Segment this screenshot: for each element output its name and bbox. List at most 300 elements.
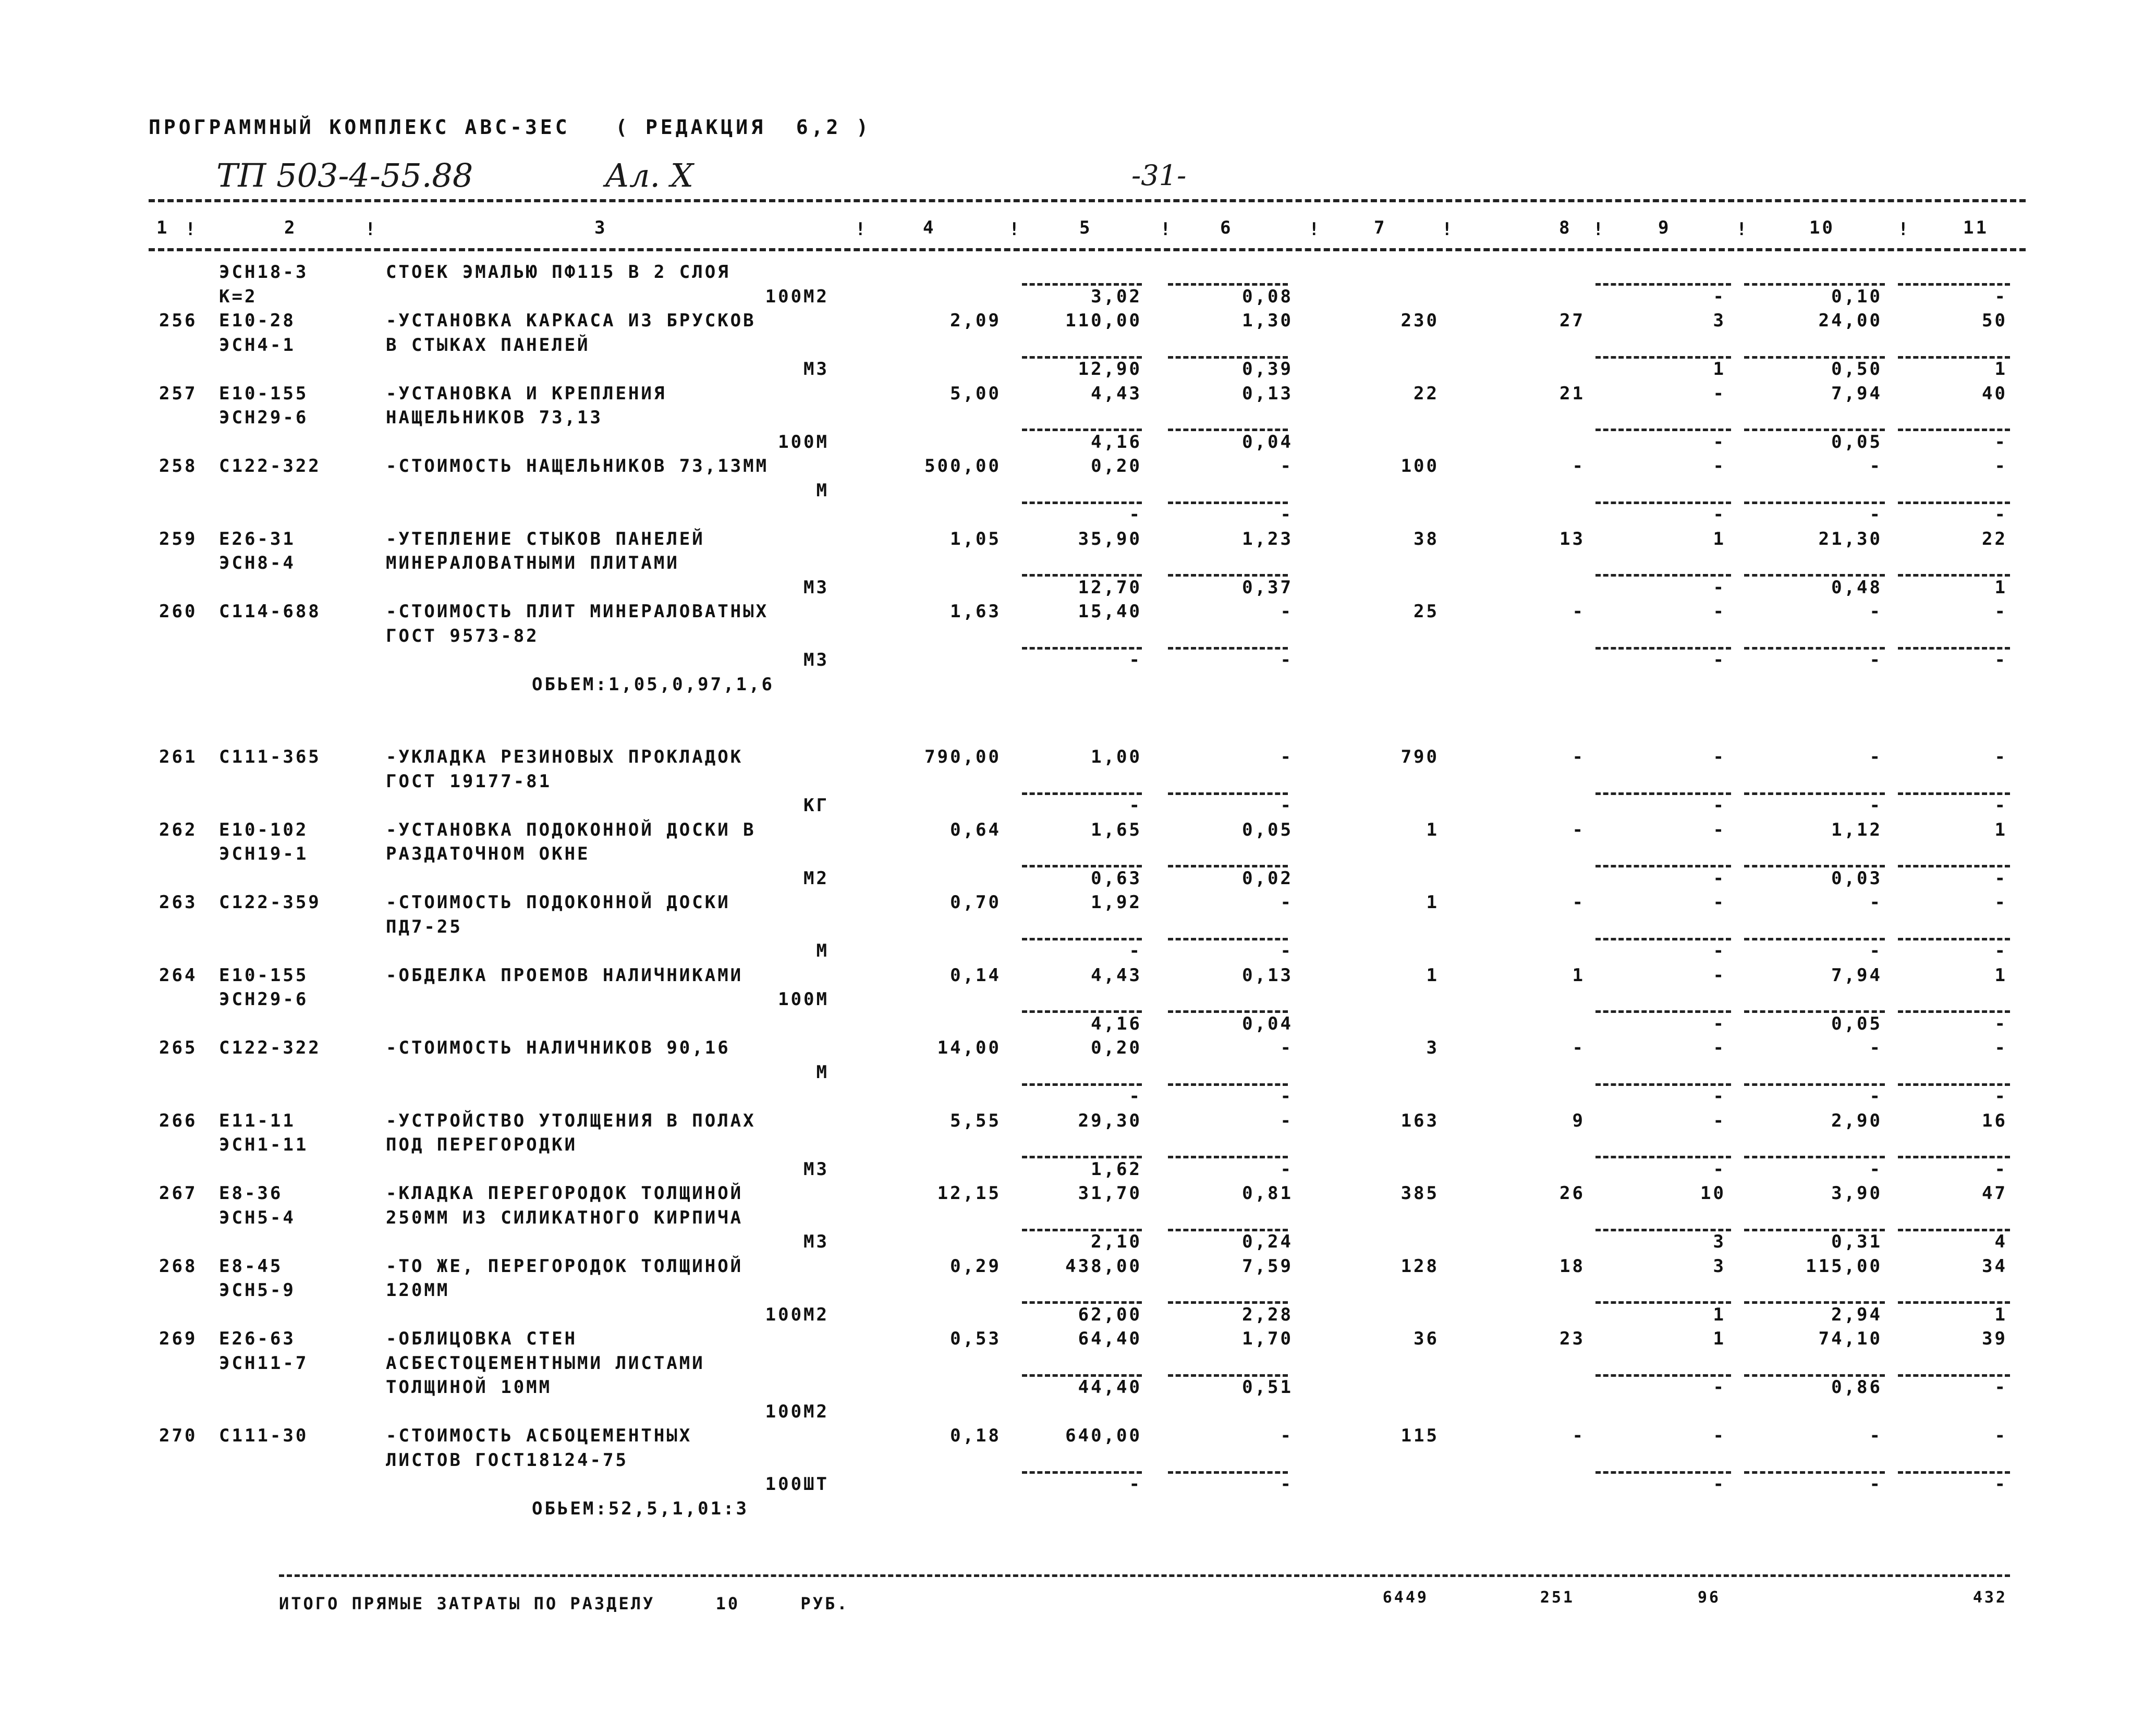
cell-c11: - bbox=[1994, 1158, 2007, 1180]
column-number-2: 2 bbox=[284, 217, 297, 238]
column-separator: ! bbox=[1442, 219, 1453, 240]
cell-c7: 1 bbox=[1426, 964, 1439, 986]
cell-desc: В СТЫКАХ ПАНЕЛЕЙ bbox=[386, 334, 590, 356]
cell-num: 265 bbox=[159, 1037, 198, 1058]
subtotal-dash-rule bbox=[1168, 647, 1288, 650]
footer-rule bbox=[279, 1574, 2010, 1577]
column-number-8: 8 bbox=[1559, 217, 1572, 238]
cell-c10: - bbox=[1869, 892, 1882, 913]
cell-c5: 44,40 bbox=[1078, 1377, 1142, 1398]
cell-num: 259 bbox=[159, 528, 198, 549]
cell-c8: - bbox=[1572, 1425, 1585, 1446]
subtotal-dash-rule bbox=[1595, 1229, 1731, 1231]
cell-c6: 0,05 bbox=[1242, 819, 1293, 840]
cell-c11: 39 bbox=[1982, 1328, 2007, 1349]
subtotal-dash-rule bbox=[1022, 792, 1142, 795]
cell-qty: 1,05 bbox=[950, 528, 1001, 549]
cell-code: ЭСН29-6 bbox=[219, 407, 309, 428]
cell-c9: - bbox=[1713, 1158, 1726, 1180]
subtotal-dash-rule bbox=[1744, 938, 1885, 940]
cell-code: К=2 bbox=[219, 286, 258, 307]
cell-code: Е8-36 bbox=[219, 1183, 283, 1204]
total-label: ИТОГО ПРЯМЫЕ ЗАТРАТЫ ПО РАЗДЕЛУ 10 РУБ. bbox=[279, 1594, 849, 1613]
column-number-10: 10 bbox=[1809, 217, 1835, 238]
column-separator: ! bbox=[1160, 219, 1171, 240]
cell-c7: 22 bbox=[1414, 383, 1439, 404]
cell-qty: 0,18 bbox=[950, 1425, 1001, 1446]
cell-c11: - bbox=[1994, 601, 2007, 622]
cell-c10: 74,10 bbox=[1818, 1328, 1882, 1349]
cell-c11: - bbox=[1994, 1474, 2007, 1495]
cell-c6: 0,02 bbox=[1242, 867, 1293, 889]
page-number: -31- bbox=[1131, 159, 1187, 192]
cell-c9: - bbox=[1713, 383, 1726, 404]
cell-num: 257 bbox=[159, 383, 198, 404]
subtotal-dash-rule bbox=[1022, 1471, 1142, 1474]
cell-c10: - bbox=[1869, 1086, 1882, 1107]
cell-desc: -СТОИМОСТЬ НАЩЕЛЬНИКОВ 73,13ММ bbox=[386, 456, 769, 476]
subtotal-dash-rule bbox=[1168, 1010, 1288, 1013]
cell-c5: 12,90 bbox=[1078, 359, 1142, 380]
cell-c6: - bbox=[1280, 1158, 1293, 1180]
cell-c10: - bbox=[1869, 504, 1882, 525]
cell-c7: 38 bbox=[1414, 528, 1439, 549]
subtotal-dash-rule bbox=[1022, 865, 1142, 867]
cell-desc: -ОБЛИЦОВКА СТЕН bbox=[386, 1328, 578, 1349]
cell-qty: 790,00 bbox=[924, 747, 1001, 767]
cell-c9: 10 bbox=[1700, 1183, 1726, 1204]
cell-code: С111-30 bbox=[219, 1425, 309, 1446]
cell-c5: - bbox=[1129, 1474, 1142, 1495]
cell-c7: 3 bbox=[1426, 1037, 1439, 1058]
cell-c6: 0,13 bbox=[1242, 964, 1293, 986]
cell-c9: 1 bbox=[1713, 359, 1726, 380]
cell-c5: 4,16 bbox=[1091, 1013, 1142, 1034]
cell-c9: - bbox=[1713, 456, 1726, 476]
cell-c5: 1,92 bbox=[1091, 892, 1142, 913]
cell-c7: 115 bbox=[1400, 1425, 1439, 1446]
cell-c6: - bbox=[1280, 940, 1293, 961]
cell-c8: 13 bbox=[1560, 528, 1585, 549]
table-top-rule bbox=[149, 199, 2026, 202]
subtotal-dash-rule bbox=[1595, 283, 1731, 286]
cell-c6: - bbox=[1280, 650, 1293, 670]
cell-c10: 0,50 bbox=[1831, 359, 1882, 380]
cell-c10: - bbox=[1869, 601, 1882, 622]
subtotal-dash-rule bbox=[1898, 1229, 2010, 1231]
subtotal-dash-rule bbox=[1168, 574, 1288, 577]
subtotal-dash-rule bbox=[1595, 938, 1731, 940]
cell-c9: - bbox=[1713, 1086, 1726, 1107]
cell-code: С122-359 bbox=[219, 892, 321, 913]
cell-c7: 1 bbox=[1426, 892, 1439, 913]
subtotal-dash-rule bbox=[1744, 865, 1885, 867]
cell-c11: 50 bbox=[1982, 310, 2007, 331]
cell-code: Е8-45 bbox=[219, 1255, 283, 1277]
cell-desc: М3 bbox=[803, 577, 829, 598]
subtotal-dash-rule bbox=[1595, 1156, 1731, 1158]
cell-c9: - bbox=[1713, 795, 1726, 816]
cell-desc: 100ШТ bbox=[765, 1474, 829, 1495]
cell-c10: - bbox=[1869, 795, 1882, 816]
cell-c8: 27 bbox=[1560, 310, 1585, 331]
cell-c8: 26 bbox=[1560, 1183, 1585, 1204]
cell-c6: 0,08 bbox=[1242, 286, 1293, 307]
cell-code: С111-365 bbox=[219, 747, 321, 767]
cell-qty: 14,00 bbox=[937, 1037, 1001, 1058]
table-header-rule bbox=[149, 248, 2026, 251]
cell-c10: 7,94 bbox=[1831, 383, 1882, 404]
cell-c10: - bbox=[1869, 940, 1882, 961]
cell-c11: 16 bbox=[1982, 1110, 2007, 1131]
cell-c11: - bbox=[1994, 940, 2007, 961]
cell-c6: 0,13 bbox=[1242, 383, 1293, 404]
cell-c9: - bbox=[1713, 892, 1726, 913]
cell-c9: - bbox=[1713, 1474, 1726, 1495]
subtotal-dash-rule bbox=[1595, 1301, 1731, 1304]
column-number-6: 6 bbox=[1220, 217, 1233, 238]
subtotal-dash-rule bbox=[1595, 574, 1731, 577]
subtotal-dash-rule bbox=[1022, 1156, 1142, 1158]
cell-c11: - bbox=[1994, 1377, 2007, 1398]
subtotal-dash-rule bbox=[1898, 1301, 2010, 1304]
cell-c6: 0,39 bbox=[1242, 359, 1293, 380]
cell-num: 260 bbox=[159, 601, 198, 622]
cell-c9: - bbox=[1713, 1425, 1726, 1446]
cell-c6: - bbox=[1280, 747, 1293, 767]
cell-code: ЭСН18-3 bbox=[219, 262, 309, 283]
cell-num: 261 bbox=[159, 747, 198, 767]
cell-c6: - bbox=[1280, 1110, 1293, 1131]
cell-c9: - bbox=[1713, 867, 1726, 889]
subtotal-dash-rule bbox=[1898, 1156, 2010, 1158]
cell-desc: РАЗДАТОЧНОМ ОКНЕ bbox=[386, 843, 590, 864]
cell-c5: 438,00 bbox=[1065, 1255, 1142, 1277]
cell-desc: -УСТАНОВКА КАРКАСА ИЗ БРУСКОВ bbox=[386, 310, 756, 331]
subtotal-dash-rule bbox=[1022, 1229, 1142, 1231]
cell-code: Е26-31 bbox=[219, 528, 296, 549]
cell-num: 262 bbox=[159, 819, 198, 840]
cell-qty: 0,29 bbox=[950, 1255, 1001, 1277]
cell-c5: 3,02 bbox=[1091, 286, 1142, 307]
cell-c10: 2,94 bbox=[1831, 1304, 1882, 1325]
cell-c8: 18 bbox=[1560, 1255, 1585, 1277]
cell-num: 256 bbox=[159, 310, 198, 331]
cell-qty: 2,09 bbox=[950, 310, 1001, 331]
album-label: Ал. X bbox=[605, 156, 693, 194]
cell-desc: ОБЬЕМ:52,5,1,01:3 bbox=[532, 1498, 749, 1519]
cell-c9: - bbox=[1713, 504, 1726, 525]
subtotal-dash-rule bbox=[1595, 429, 1731, 431]
cell-c9: - bbox=[1713, 819, 1726, 840]
cell-c9: 3 bbox=[1713, 310, 1726, 331]
subtotal-dash-rule bbox=[1022, 574, 1142, 577]
column-separator: ! bbox=[1009, 219, 1020, 240]
cell-num: 268 bbox=[159, 1255, 198, 1277]
cell-desc: 100М2 bbox=[765, 1401, 829, 1422]
cell-num: 263 bbox=[159, 892, 198, 913]
subtotal-dash-rule bbox=[1744, 1010, 1885, 1013]
cell-desc: ПД7-25 bbox=[386, 916, 462, 937]
cell-c11: - bbox=[1994, 892, 2007, 913]
cell-c6: - bbox=[1280, 601, 1293, 622]
cell-desc: -УСТАНОВКА ПОДОКОННОЙ ДОСКИ В bbox=[386, 819, 756, 840]
subtotal-dash-rule bbox=[1744, 574, 1885, 577]
cell-c5: 0,63 bbox=[1091, 867, 1142, 889]
subtotal-dash-rule bbox=[1168, 429, 1288, 431]
subtotal-dash-rule bbox=[1022, 502, 1142, 504]
cell-c10: 0,05 bbox=[1831, 431, 1882, 453]
cell-qty: 500,00 bbox=[924, 456, 1001, 476]
cell-c11: 22 bbox=[1982, 528, 2007, 549]
subtotal-dash-rule bbox=[1898, 938, 2010, 940]
total-col7: 6449 bbox=[1382, 1588, 1429, 1607]
cell-code: ЭСН11-7 bbox=[219, 1352, 309, 1374]
subtotal-dash-rule bbox=[1744, 1374, 1885, 1377]
subtotal-dash-rule bbox=[1898, 1083, 2010, 1086]
cell-c8: - bbox=[1572, 892, 1585, 913]
subtotal-dash-rule bbox=[1898, 283, 2010, 286]
subtotal-dash-rule bbox=[1168, 1471, 1288, 1474]
cell-c7: 1 bbox=[1426, 819, 1439, 840]
subtotal-dash-rule bbox=[1168, 865, 1288, 867]
cell-c5: 0,20 bbox=[1091, 1037, 1142, 1058]
subtotal-dash-rule bbox=[1168, 356, 1288, 359]
cell-c6: - bbox=[1280, 1425, 1293, 1446]
cell-desc: -УТЕПЛЕНИЕ СТЫКОВ ПАНЕЛЕЙ bbox=[386, 528, 705, 549]
cell-c7: 230 bbox=[1400, 310, 1439, 331]
cell-num: 270 bbox=[159, 1425, 198, 1446]
subtotal-dash-rule bbox=[1022, 1083, 1142, 1086]
cell-code: Е10-155 bbox=[219, 383, 309, 404]
cell-c10: - bbox=[1869, 650, 1882, 670]
subtotal-dash-rule bbox=[1744, 792, 1885, 795]
cell-c10: - bbox=[1869, 1474, 1882, 1495]
subtotal-dash-rule bbox=[1168, 283, 1288, 286]
column-number-5: 5 bbox=[1079, 217, 1092, 238]
cell-desc: М3 bbox=[803, 359, 829, 380]
cell-qty: 0,70 bbox=[950, 892, 1001, 913]
subtotal-dash-rule bbox=[1898, 865, 2010, 867]
cell-c8: 21 bbox=[1560, 383, 1585, 404]
subtotal-dash-rule bbox=[1744, 647, 1885, 650]
cell-c11: 40 bbox=[1982, 383, 2007, 404]
subtotal-dash-rule bbox=[1168, 502, 1288, 504]
subtotal-dash-rule bbox=[1744, 429, 1885, 431]
cell-code: ЭСН29-6 bbox=[219, 989, 309, 1010]
cell-desc: 120ММ bbox=[386, 1280, 450, 1301]
subtotal-dash-rule bbox=[1022, 356, 1142, 359]
cell-c5: - bbox=[1129, 940, 1142, 961]
column-number-9: 9 bbox=[1658, 217, 1671, 238]
cell-c9: - bbox=[1713, 1037, 1726, 1058]
cell-c6: 0,37 bbox=[1242, 577, 1293, 598]
cell-desc: 100М2 bbox=[765, 286, 829, 307]
subtotal-dash-rule bbox=[1168, 1083, 1288, 1086]
cell-desc: ГОСТ 19177-81 bbox=[386, 771, 552, 792]
subtotal-dash-rule bbox=[1744, 356, 1885, 359]
cell-desc: НАЩЕЛЬНИКОВ 73,13 bbox=[386, 407, 603, 428]
cell-c5: 4,43 bbox=[1091, 964, 1142, 986]
cell-desc: АСБЕСТОЦЕМЕНТНЫМИ ЛИСТАМИ bbox=[386, 1352, 705, 1374]
subtotal-dash-rule bbox=[1744, 1229, 1885, 1231]
cell-c10: 0,86 bbox=[1831, 1377, 1882, 1398]
cell-c11: - bbox=[1994, 1013, 2007, 1034]
cell-c5: 0,20 bbox=[1091, 456, 1142, 476]
subtotal-dash-rule bbox=[1022, 938, 1142, 940]
doc-code: ТП 503-4-55.88 bbox=[216, 156, 473, 194]
cell-desc: -УСТАНОВКА И КРЕПЛЕНИЯ bbox=[386, 383, 667, 404]
subtotal-dash-rule bbox=[1022, 283, 1142, 286]
cell-c5: 29,30 bbox=[1078, 1110, 1142, 1131]
cell-desc: 100М bbox=[778, 431, 829, 453]
cell-c10: - bbox=[1869, 1158, 1882, 1180]
cell-c5: - bbox=[1129, 795, 1142, 816]
cell-desc: -ТО ЖЕ, ПЕРЕГОРОДОК ТОЛЩИНОЙ bbox=[386, 1255, 744, 1277]
total-col9: 96 bbox=[1697, 1588, 1721, 1607]
cell-c9: - bbox=[1713, 650, 1726, 670]
subtotal-dash-rule bbox=[1595, 1083, 1731, 1086]
cell-c9: - bbox=[1713, 964, 1726, 986]
cell-c7: 163 bbox=[1400, 1110, 1439, 1131]
cell-c9: - bbox=[1713, 1013, 1726, 1034]
cell-desc: -СТОИМОСТЬ ПОДОКОННОЙ ДОСКИ bbox=[386, 892, 730, 913]
cell-c11: - bbox=[1994, 504, 2007, 525]
subtotal-dash-rule bbox=[1898, 429, 2010, 431]
subtotal-dash-rule bbox=[1168, 1229, 1288, 1231]
subtotal-dash-rule bbox=[1595, 1471, 1731, 1474]
subtotal-dash-rule bbox=[1022, 429, 1142, 431]
cell-desc: М2 bbox=[803, 867, 829, 889]
column-number-3: 3 bbox=[594, 217, 607, 238]
subtotal-dash-rule bbox=[1595, 865, 1731, 867]
cell-c10: 0,05 bbox=[1831, 1013, 1882, 1034]
cell-c8: - bbox=[1572, 456, 1585, 476]
cell-desc: ТОЛЩИНОЙ 10ММ bbox=[386, 1377, 552, 1398]
cell-c8: - bbox=[1572, 747, 1585, 767]
cell-c9: - bbox=[1713, 286, 1726, 307]
cell-c6: - bbox=[1280, 1037, 1293, 1058]
cell-code: Е10-28 bbox=[219, 310, 296, 331]
cell-code: Е10-155 bbox=[219, 964, 309, 986]
subtotal-dash-rule bbox=[1898, 1471, 2010, 1474]
cell-qty: 0,53 bbox=[950, 1328, 1001, 1349]
cell-qty: 0,14 bbox=[950, 964, 1001, 986]
subtotal-dash-rule bbox=[1595, 502, 1731, 504]
cell-c10: 3,90 bbox=[1831, 1183, 1882, 1204]
cell-c10: - bbox=[1869, 747, 1882, 767]
cell-c9: - bbox=[1713, 1377, 1726, 1398]
cell-c11: - bbox=[1994, 650, 2007, 670]
cell-c10: 7,94 bbox=[1831, 964, 1882, 986]
cell-c11: 4 bbox=[1994, 1231, 2007, 1252]
cell-c9: 1 bbox=[1713, 1304, 1726, 1325]
cell-c10: 1,12 bbox=[1831, 819, 1882, 840]
cell-c8: 9 bbox=[1572, 1110, 1585, 1131]
cell-num: 267 bbox=[159, 1183, 198, 1204]
cell-c7: 790 bbox=[1400, 747, 1439, 767]
column-separator: ! bbox=[365, 219, 376, 240]
cell-desc: 250ММ ИЗ СИЛИКАТНОГО КИРПИЧА bbox=[386, 1207, 744, 1228]
cell-qty: 0,64 bbox=[950, 819, 1001, 840]
cell-c8: - bbox=[1572, 1037, 1585, 1058]
cell-qty: 5,55 bbox=[950, 1110, 1001, 1131]
subtotal-dash-rule bbox=[1022, 1301, 1142, 1304]
cell-desc: -СТОИМОСТЬ ПЛИТ МИНЕРАЛОВАТНЫХ bbox=[386, 601, 769, 622]
cell-desc: ГОСТ 9573-82 bbox=[386, 625, 539, 646]
cell-c10: 0,31 bbox=[1831, 1231, 1882, 1252]
subtotal-dash-rule bbox=[1898, 792, 2010, 795]
subtotal-dash-rule bbox=[1595, 792, 1731, 795]
subtotal-dash-rule bbox=[1898, 1010, 2010, 1013]
cell-desc: М3 bbox=[803, 1231, 829, 1252]
cell-num: 264 bbox=[159, 964, 198, 986]
cell-code: ЭСН5-4 bbox=[219, 1207, 296, 1228]
subtotal-dash-rule bbox=[1744, 1471, 1885, 1474]
cell-code: С114-688 bbox=[219, 601, 321, 622]
cell-c5: - bbox=[1129, 504, 1142, 525]
cell-c9: 1 bbox=[1713, 528, 1726, 549]
cell-desc: -УСТРОЙСТВО УТОЛЩЕНИЯ В ПОЛАХ bbox=[386, 1110, 756, 1131]
cell-desc: М bbox=[816, 1061, 829, 1083]
cell-c5: - bbox=[1129, 1086, 1142, 1107]
cell-c6: - bbox=[1280, 892, 1293, 913]
cell-c5: 2,10 bbox=[1091, 1231, 1142, 1252]
cell-code: ЭСН1-11 bbox=[219, 1134, 309, 1155]
cell-c11: - bbox=[1994, 456, 2007, 476]
cell-c6: - bbox=[1280, 1474, 1293, 1495]
cell-c8: - bbox=[1572, 819, 1585, 840]
cell-desc: -СТОИМОСТЬ НАЛИЧНИКОВ 90,16 bbox=[386, 1037, 730, 1058]
cell-num: 269 bbox=[159, 1328, 198, 1349]
cell-c9: - bbox=[1713, 940, 1726, 961]
subtotal-dash-rule bbox=[1022, 1010, 1142, 1013]
cell-qty: 5,00 bbox=[950, 383, 1001, 404]
cell-c10: - bbox=[1869, 456, 1882, 476]
cell-c6: - bbox=[1280, 795, 1293, 816]
subtotal-dash-rule bbox=[1595, 1010, 1731, 1013]
subtotal-dash-rule bbox=[1595, 1374, 1731, 1377]
subtotal-dash-rule bbox=[1744, 283, 1885, 286]
column-number-11: 11 bbox=[1963, 217, 1989, 238]
cell-c6: - bbox=[1280, 504, 1293, 525]
cell-c6: 2,28 bbox=[1242, 1304, 1293, 1325]
column-separator: ! bbox=[855, 219, 866, 240]
column-separator: ! bbox=[1593, 219, 1604, 240]
cell-qty: 12,15 bbox=[937, 1183, 1001, 1204]
cell-c5: 4,43 bbox=[1091, 383, 1142, 404]
cell-num: 258 bbox=[159, 456, 198, 476]
cell-c10: - bbox=[1869, 1037, 1882, 1058]
cell-c5: 640,00 bbox=[1065, 1425, 1142, 1446]
program-header: ПРОГРАММНЫЙ КОМПЛЕКС АВС-ЗЕС ( РЕДАКЦИЯ 6,2 ) bbox=[149, 116, 872, 139]
cell-c11: - bbox=[1994, 867, 2007, 889]
subtotal-dash-rule bbox=[1595, 356, 1731, 359]
cell-c5: 1,62 bbox=[1091, 1158, 1142, 1180]
cell-c6: 1,30 bbox=[1242, 310, 1293, 331]
cell-c5: 1,00 bbox=[1091, 747, 1142, 767]
cell-c9: - bbox=[1713, 577, 1726, 598]
cell-c5: 35,90 bbox=[1078, 528, 1142, 549]
cell-qty: 1,63 bbox=[950, 601, 1001, 622]
cell-code: ЭСН19-1 bbox=[219, 843, 309, 864]
total-col11: 432 bbox=[1972, 1588, 2007, 1607]
cell-c11: 1 bbox=[1994, 577, 2007, 598]
subtotal-dash-rule bbox=[1744, 1156, 1885, 1158]
cell-c5: 110,00 bbox=[1065, 310, 1142, 331]
cell-c6: - bbox=[1280, 456, 1293, 476]
column-number-7: 7 bbox=[1374, 217, 1387, 238]
